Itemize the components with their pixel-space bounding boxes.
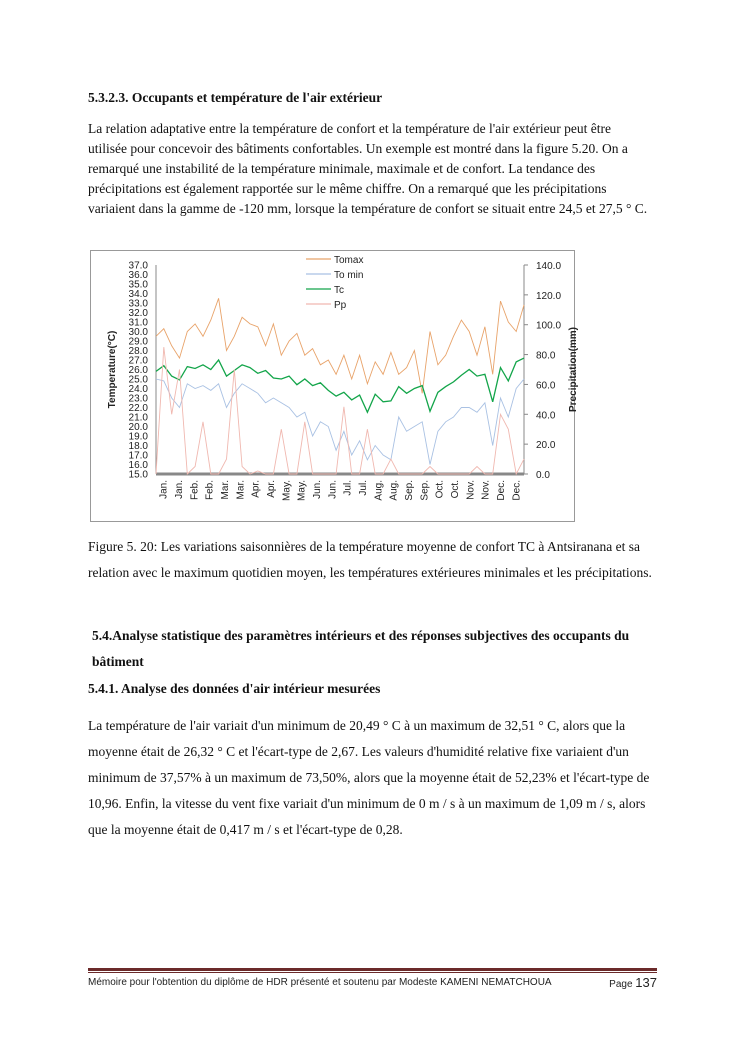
heading-5-4-text: 5.4.Analyse statistique des paramètres intérieurs et des réponses subjectives des occupants du bâtiment xyxy=(92,628,630,669)
x-tick-label: Apr. xyxy=(250,480,262,498)
y-tick-label: 31.0 xyxy=(128,317,148,329)
y-tick-label: 32.0 xyxy=(128,308,148,319)
y-tick-label: 15.0 xyxy=(128,469,148,481)
y-tick-label: 34.0 xyxy=(128,289,148,300)
y2-tick-label: 80.0 xyxy=(536,350,556,362)
y-tick-label: 35.0 xyxy=(128,279,148,291)
series-line-tc xyxy=(156,358,524,412)
x-tick-label: Dec. xyxy=(496,480,507,501)
y-tick-label: 33.0 xyxy=(128,298,148,310)
y2-tick-label: 140.0 xyxy=(536,261,562,272)
y-tick-label: 25.0 xyxy=(128,374,148,386)
y2-tick-label: 40.0 xyxy=(536,410,556,422)
y-tick-label: 16.0 xyxy=(128,460,148,471)
x-tick-label: Aug. xyxy=(373,480,385,501)
x-tick-label: Feb. xyxy=(204,480,216,501)
y-tick-label: 19.0 xyxy=(128,431,148,443)
x-tick-label: Aug. xyxy=(388,480,400,501)
x-tick-label: Jul. xyxy=(358,480,369,496)
x-tick-label: Jan. xyxy=(174,480,185,499)
x-tick-label: Oct. xyxy=(434,480,446,499)
y-tick-label: 27.0 xyxy=(128,355,148,367)
y-tick-label: 23.0 xyxy=(128,393,148,405)
y2-tick-label: 0.0 xyxy=(536,470,550,481)
heading-5-4 xyxy=(92,623,632,675)
page-label: Page xyxy=(609,979,633,990)
y2-tick-label: 60.0 xyxy=(536,380,556,392)
y-tick-label: 26.0 xyxy=(128,365,148,376)
figure-caption: Figure 5. 20: Les variations saisonnières de la température moyenne de confort TC à Antsiranana et sa relation avec le maximum quotidien moyen, les températures extérieures minimales et les précipitations. xyxy=(88,539,652,580)
paragraph-indoor-data: La température de l'air variait d'un minimum de 20,49 ° C à un maximum de 32,51 ° C, alors que la moyenne était de 26,32 ° C et l'écart-type de 2,67. Les valeurs d'humidité relative fixe variaient d'un minimum de 37,57% à un maximum de 73,50%, alors que la moyenne était de 52,23% et l'écart-type de 10,96. Enfin, la vitesse du vent fixe variait d'un minimum de 0 m / s à un maximum de 1,09 m / s, alors que la moyenne était de 0,417 m / s et l'écart-type de 0,28. xyxy=(88,718,650,837)
x-tick-label: Oct. xyxy=(450,480,461,499)
heading-5-4-1: 5.4.1. Analyse des données d'air intérieur mesurées xyxy=(88,681,381,696)
page-number-value: 137 xyxy=(635,975,657,990)
x-tick-label: Jul. xyxy=(342,480,354,496)
y2-axis-title: Precipitation(mm) xyxy=(568,326,579,413)
y2-tick-label: 120.0 xyxy=(536,290,562,302)
y-tick-label: 20.0 xyxy=(128,422,148,433)
x-tick-label: Sep. xyxy=(419,480,431,501)
y-axis-title: Temperature(°C) xyxy=(107,330,118,409)
paragraph-intro: La relation adaptative entre la température de confort et la température de l'air extérieur peut être utilisée pour concevoir des bâtiments confortables. Un exemple est montré dans la figure 5.20. On a remarqué une instabilité de la température minimale, maximale et de confort. La tendance des précipitations est également rapportée sur le même chiffre. On a remarqué que les précipitations variaient dans la gamme de -120 mm, lorsque la température de confort se situait entre 24,5 et 27,5 ° C. xyxy=(88,121,648,216)
y-tick-label: 21.0 xyxy=(128,412,148,424)
figure-chart xyxy=(90,250,579,522)
legend-label: Tomax xyxy=(334,255,364,266)
x-tick-label: Mar. xyxy=(220,480,231,500)
x-tick-label: Apr. xyxy=(266,480,277,498)
y2-tick-label: 100.0 xyxy=(536,320,562,332)
x-tick-label: May. xyxy=(281,480,293,501)
y-tick-label: 17.0 xyxy=(128,450,148,462)
x-tick-label: Nov. xyxy=(480,480,492,500)
y2-tick-label: 20.0 xyxy=(536,440,556,452)
y-tick-label: 18.0 xyxy=(128,441,148,452)
x-tick-label: Jun. xyxy=(312,480,323,499)
y-tick-label: 30.0 xyxy=(128,327,148,338)
y-tick-label: 37.0 xyxy=(128,260,148,272)
series-line-to-min xyxy=(156,379,524,465)
y-tick-label: 29.0 xyxy=(128,336,148,348)
y-tick-label: 36.0 xyxy=(128,270,148,281)
x-tick-label: Sep. xyxy=(404,480,415,501)
y-tick-label: 28.0 xyxy=(128,346,148,357)
section-title: 5.3.2.3. Occupants et température de l'air extérieur xyxy=(88,90,383,105)
series-line-tomax xyxy=(156,298,524,393)
x-tick-label: Jan. xyxy=(158,480,170,499)
y-tick-label: 22.0 xyxy=(128,403,148,414)
footer-rule xyxy=(88,968,657,971)
x-tick-label: Jun. xyxy=(327,480,339,499)
y-tick-label: 24.0 xyxy=(128,384,148,395)
x-tick-label: Mar. xyxy=(235,480,247,500)
series-line-pp xyxy=(156,347,524,474)
footer-rule-thin xyxy=(88,972,657,973)
legend-label: Pp xyxy=(334,300,347,311)
x-tick-label: Nov. xyxy=(465,480,477,500)
page-number xyxy=(609,975,657,990)
footer xyxy=(88,977,657,988)
chart-svg xyxy=(91,251,579,523)
footer-text: Mémoire pour l'obtention du diplôme de HDR présenté et soutenu par Modeste KAMENI NEMATCHOUA xyxy=(88,977,552,988)
legend-label: Tc xyxy=(334,285,344,296)
legend-label: To min xyxy=(334,270,364,281)
x-tick-label: Dec. xyxy=(511,480,523,501)
x-tick-label: May. xyxy=(296,480,308,501)
x-tick-label: Feb. xyxy=(189,480,201,501)
